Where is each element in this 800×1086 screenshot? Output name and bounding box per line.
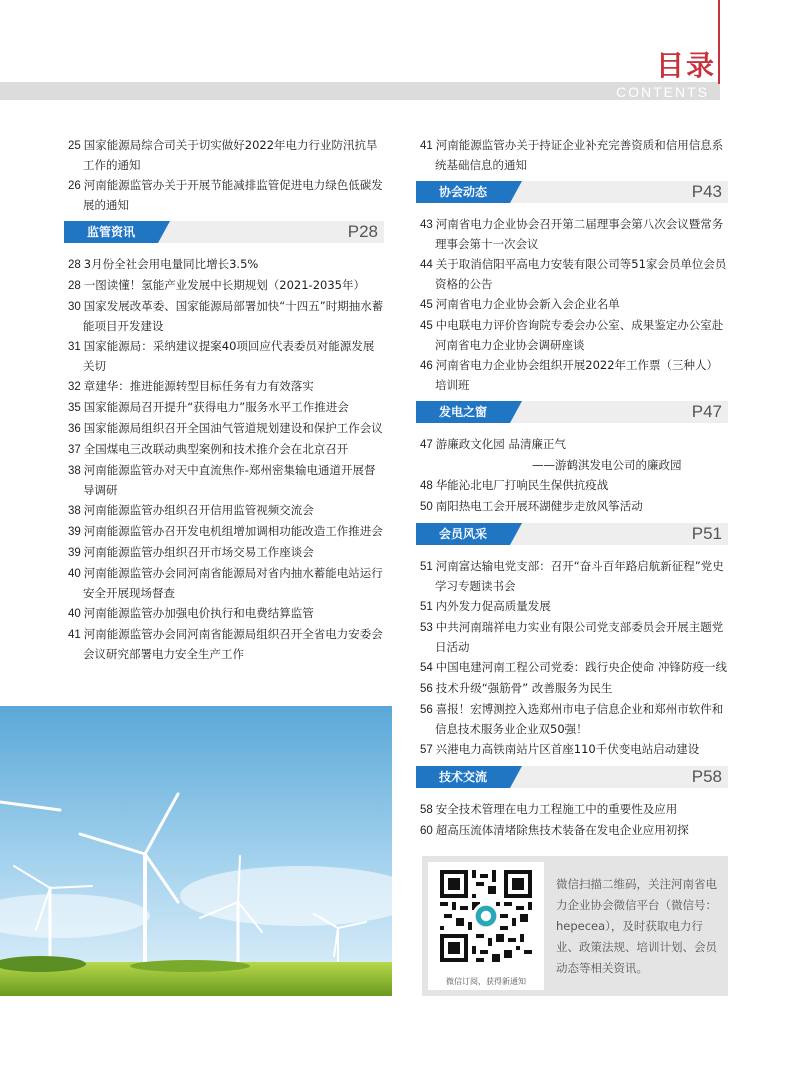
page-title: 目录 (656, 49, 717, 82)
header-accent-line (718, 0, 720, 84)
section-header-association (416, 181, 728, 203)
toc-entry[interactable]: 31 国家能源局：采纳建议提案40项回应代表委员对能源发展关切 (68, 339, 375, 373)
toc-entry[interactable]: 41 河南能源监管办会同河南省能源局组织召开全省电力安委会会议研究部署电力安全生产工作 (68, 627, 383, 661)
toc-entry[interactable]: 28 3月份全社会用电量同比增长3.5% (68, 257, 259, 271)
toc-entry[interactable]: 40 河南能源监管办加强电价执行和电费结算监管 (68, 606, 314, 620)
toc-entry[interactable]: 54 中国电建河南工程公司党委：践行央企使命 冲锋防疫一线 (420, 660, 727, 674)
toc-entry[interactable]: 53 中共河南瑞祥电力实业有限公司党支部委员会开展主题党日活动 (420, 620, 724, 654)
qr-code-icon[interactable] (440, 870, 532, 962)
toc-entry[interactable]: 39 河南能源监管办组织召开市场交易工作座谈会 (68, 545, 314, 559)
page-subtitle: CONTENTS (616, 84, 709, 100)
toc-entry[interactable]: 56 喜报！宏博测控入选郑州市电子信息企业和郑州市软件和信息技术服务业企业双50强！ (420, 702, 724, 736)
right-column (420, 136, 728, 842)
section-label: 发电之窗 (416, 401, 510, 423)
section-page: P28 (347, 222, 378, 241)
toc-entry[interactable]: 44 关于取消信阳平高电力安装有限公司等51家会员单位会员资格的公告 (420, 257, 727, 291)
wind-turbine-photo (0, 706, 392, 996)
qr-caption: 微信订阅，获得新通知 (446, 977, 526, 986)
toc-entry[interactable]: 36 国家能源局组织召开全国油气管道规划建设和保护工作会议 (68, 421, 383, 435)
qr-card (428, 862, 544, 990)
toc-entry[interactable]: 35 国家能源局召开提升“获得电力”服务水平工作推进会 (68, 400, 349, 414)
left-column (68, 136, 384, 665)
toc-entry[interactable]: 58 安全技术管理在电力工程施工中的重要性及应用 (420, 802, 678, 816)
toc-entry[interactable]: 50 南阳热电工会开展环湖健步走放风筝活动 (420, 499, 643, 513)
toc-entry[interactable]: 25 国家能源局综合司关于切实做好2022年电力行业防汛抗旱工作的通知 (68, 138, 378, 172)
wechat-panel (422, 856, 728, 996)
toc-entry[interactable]: 28 一图读懂！氢能产业发展中长期规划（2021-2035年） (68, 278, 365, 292)
toc-entry[interactable]: 32 章建华：推进能源转型目标任务有力有效落实 (68, 379, 314, 393)
section-header-supervision (64, 221, 384, 243)
toc-entry[interactable]: 45 河南省电力企业协会新入会企业名单 (420, 297, 620, 311)
section-page: P47 (691, 402, 722, 421)
toc-entry[interactable]: 51 河南富达输电党支部：召开“奋斗百年路启航新征程”党史学习专题读书会 (420, 559, 724, 593)
toc-entry[interactable]: 48 华能沁北电厂打响民生保供抗疫战 (420, 478, 609, 492)
toc-entry[interactable]: 41 河南能源监管办关于持证企业补充完善资质和信用信息系统基础信息的通知 (420, 138, 724, 172)
toc-entry[interactable]: 60 超高压流体清堵除焦技术装备在发电企业应用初探 (420, 823, 689, 837)
toc-entry[interactable]: 30 国家发展改革委、国家能源局部署加快“十四五”时期抽水蓄能项目开发建设 (68, 299, 384, 333)
toc-entry-continuation: ——游鹤淇发电公司的廉政园 (532, 458, 682, 472)
section-page: P58 (691, 767, 722, 786)
toc-entry[interactable]: 39 河南能源监管办召开发电机组增加调相功能改造工作推进会 (68, 524, 383, 538)
toc-entry[interactable]: 56 技术升级“强筋骨” 改善服务为民生 (420, 681, 613, 695)
toc-entry[interactable]: 38 河南能源监管办对天中直流焦作-郑州密集输电通道开展督导调研 (68, 463, 376, 497)
section-header-tech-exchange (416, 766, 728, 788)
section-label: 协会动态 (416, 181, 510, 203)
section-header-members (416, 523, 728, 545)
toc-entry[interactable]: 46 河南省电力企业协会组织开展2022年工作票（三种人）培训班 (420, 358, 719, 392)
section-label: 监管资讯 (64, 221, 158, 243)
section-label: 会员风采 (416, 523, 510, 545)
section-page: P51 (691, 524, 722, 543)
toc-entry[interactable]: 57 兴港电力高铁南站片区首座110千伏变电站启动建设 (420, 742, 700, 756)
header-bar (0, 82, 720, 100)
section-header-power-generation (416, 401, 728, 423)
wechat-description: 微信扫描二维码，关注河南省电力企业协会微信平台（微信号：hepecea），及时获取电力行业、政策法规、培训计划、会员动态等相关资讯。 (556, 877, 717, 975)
toc-entry[interactable]: 43 河南省电力企业协会召开第二届理事会第八次会议暨常务理事会第十一次会议 (420, 217, 724, 251)
toc-entry[interactable]: 40 河南能源监管办会同河南省能源局对省内抽水蓄能电站运行安全开展现场督查 (68, 566, 383, 600)
toc-entry[interactable]: 51 内外发力促高质量发展 (420, 599, 551, 613)
toc-entry[interactable]: 47 游廉政文化园 品清廉正气 (420, 437, 566, 451)
toc-entry[interactable]: 37 全国煤电三改联动典型案例和技术推介会在北京召开 (68, 442, 349, 456)
section-page: P43 (691, 182, 722, 201)
toc-entry[interactable]: 26 河南能源监管办关于开展节能减排监管促进电力绿色低碳发展的通知 (68, 178, 383, 212)
toc-entry[interactable]: 45 中电联电力评价咨询院专委会办公室、成果鉴定办公室赴河南省电力企业协会调研座谈 (420, 318, 724, 352)
section-label: 技术交流 (416, 766, 510, 788)
toc-entry[interactable]: 38 河南能源监管办组织召开信用监管视频交流会 (68, 503, 314, 517)
